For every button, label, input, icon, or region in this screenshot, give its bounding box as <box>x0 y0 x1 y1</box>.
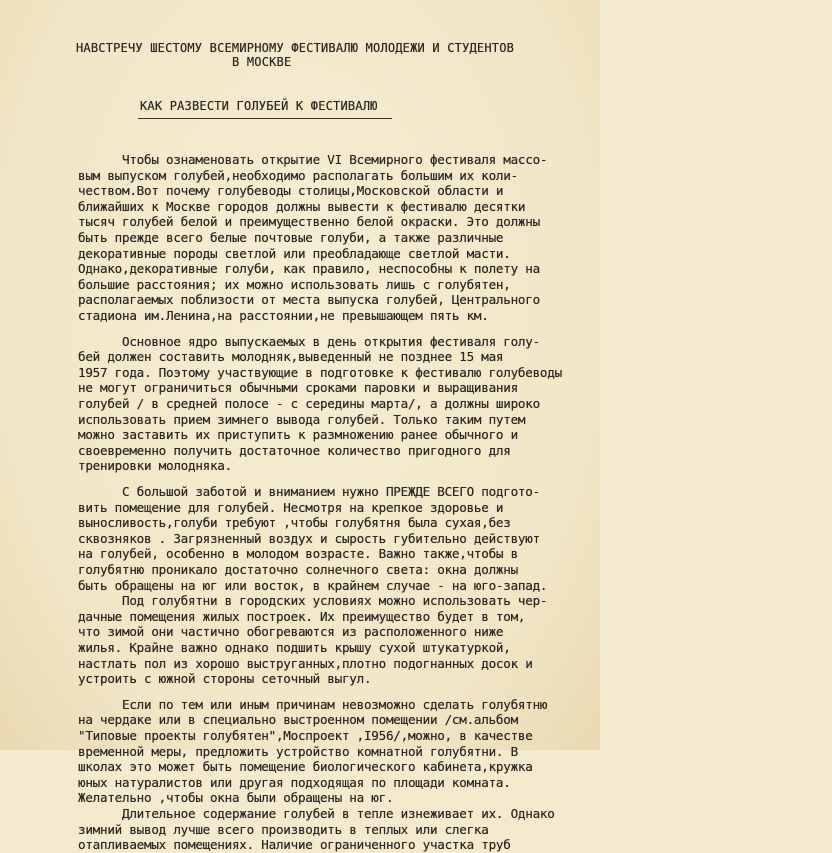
body-line: можно заставить их приступить к размножению ранее обычного и <box>78 427 518 443</box>
header-title-line-2: В МОСКВЕ <box>232 55 292 69</box>
body-line: на чердаке или в специально выстроенном помещении /см.альбом <box>78 712 518 728</box>
body-line: С большой заботой и вниманием нужно ПРЕЖДЕ ВСЕГО подгото- <box>78 484 540 499</box>
body-line: не могут ограничиться обычными сроками паровки и выращивания <box>78 380 518 396</box>
body-line: вым выпуском голубей,необходимо располагать большим их коли- <box>78 167 518 183</box>
body-line: использовать прием зимнего вывода голубей. Только таким путем <box>78 411 526 427</box>
body-line: сквозняков . Загрязненный воздух и сырость губительно действуют <box>78 530 540 546</box>
body-line: "Типовые проекты голубятен",Моспроект ,I956/,можно, в качестве <box>78 728 533 743</box>
body-line: быть прежде всего белые почтовые голуби, а также различные <box>78 230 504 245</box>
body-line: зимний вывод лучше всего производить в теплых или слегка <box>78 821 489 837</box>
body-line: голубятню проникало достаточно солнечного света: окна должны <box>78 562 518 577</box>
document-subtitle: КАК РАЗВЕСТИ ГОЛУБЕЙ К ФЕСТИВАЛЮ <box>140 99 378 113</box>
body-line: Длительное содержание голубей в тепле изнеживает их. Однако <box>78 806 555 821</box>
body-line: Основное ядро выпускаемых в день открытия фестиваля голу- <box>78 333 540 349</box>
body-line: ближайших к Москве городов должны вывести к фестивалю десятки <box>78 198 526 214</box>
header-title-line-1: НАВСТРЕЧУ ШЕСТОМУ ВСЕМИРНОМУ ФЕСТИВАЛЮ МОЛОДЕЖИ И СТУДЕНТОВ <box>76 41 515 55</box>
body-line: что зимой они частично обогреваются из расположенного ниже <box>78 624 504 640</box>
body-line: 1957 года. Поэтому участвующие в подготовке к фестивалю голубеводы <box>78 364 562 380</box>
body-line: Чтобы ознаменовать открытие VI Всемирного фестиваля массо- <box>78 152 548 167</box>
body-line: отапливаемых помещениях. Наличие ограниченного участка труб <box>78 837 511 853</box>
body-line: располагаемых поблизости от места выпуска голубей, Центрального <box>78 292 540 308</box>
body-line: тренировки молодняка. <box>78 458 232 474</box>
body-line: декоративные породы светлой или преобладающе светлой масти. <box>78 245 511 261</box>
body-line: быть обращены на юг или восток, в крайнем случае - на юго-запад. <box>78 577 548 593</box>
body-line: дачные помещения жилых построек. Их преимущество будет в том, <box>78 608 526 624</box>
body-line: юных натуралистов или другая подходящая по площади комната. <box>78 774 511 790</box>
body-line: стадиона им.Ленина,на расстоянии,не превышающем пять км. <box>78 308 489 323</box>
body-line: чеством.Вот почему голубеводы столицы,Московской области и <box>78 183 504 199</box>
body-line: тысяч голубей белой и преимущественно белой окраски. Это должны <box>78 214 540 230</box>
body-line: школах это может быть помещение биологического кабинета,кружка <box>78 759 533 775</box>
body-line: голубей / в средней полосе - с середины марта/, а должны широко <box>78 396 540 411</box>
body-line: на голубей, особенно в молодом возрасте. Важно также,чтобы в <box>78 546 518 562</box>
body-line: Однако,декоративные голуби, как правило, неспособны к полету на <box>78 261 540 277</box>
body-line: Желательно ,чтобы окна были обращены на юг. <box>78 790 394 806</box>
body-line: своевременно получить достаточное количество пригодного для <box>78 442 511 458</box>
body-line: бей должен составить молодняк,выведенный не позднее 15 мая <box>78 349 504 365</box>
body-line: Под голубятни в городских условиях можно использовать чер- <box>78 593 548 609</box>
body-line: настлать пол из хорошо выструганных,плотно подогнанных досок и <box>78 655 533 671</box>
body-line: жилья. Крайне важно однако подшить крышу сухой штукатуркой, <box>78 640 511 655</box>
body-line: выносливость,голуби требуют ,чтобы голубятня была сухая,без <box>78 515 511 531</box>
body-line: устроить с южной стороны сеточный выгул. <box>78 671 372 687</box>
subtitle-underline <box>138 118 392 119</box>
body-line: временной меры, предложить устройство комнатной голубятни. В <box>78 743 518 759</box>
body-line: Если по тем или иным причинам невозможно сделать голубятню <box>78 696 548 712</box>
body-line: большие расстояния; их можно использовать лишь с голубятен, <box>78 276 511 292</box>
body-line: вить помещение для голубей. Несмотря на крепкое здоровье и <box>78 499 504 515</box>
